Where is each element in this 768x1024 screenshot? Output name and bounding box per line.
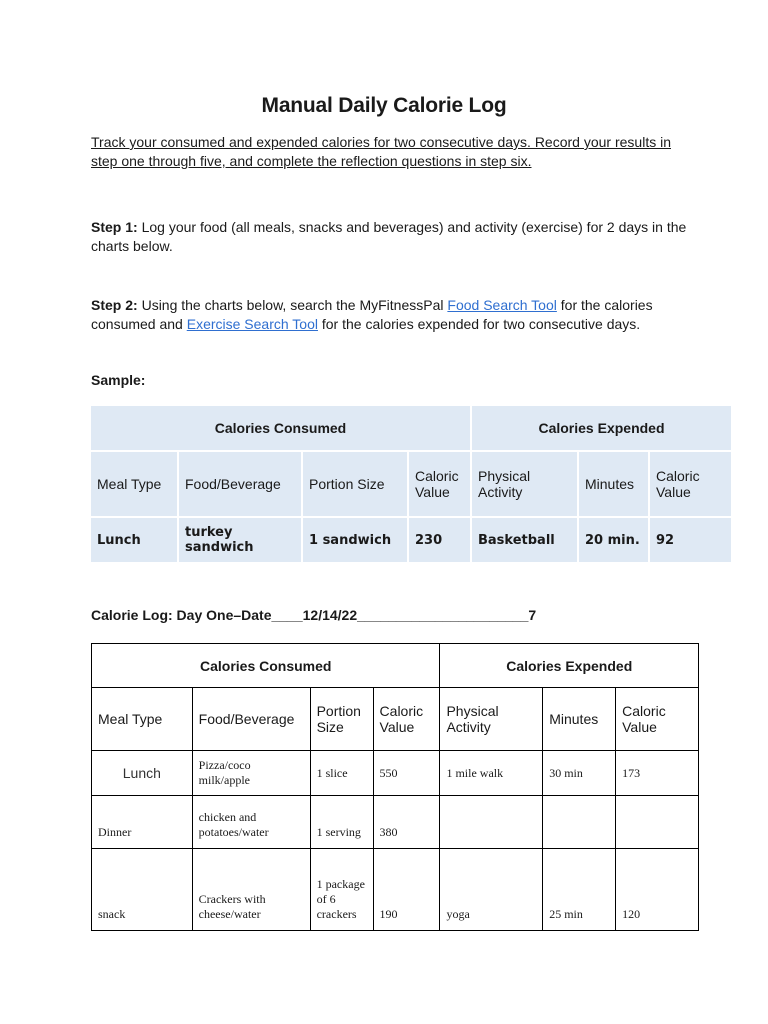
- food-search-tool-link[interactable]: Food Search Tool: [447, 297, 557, 313]
- exercise-search-tool-link[interactable]: Exercise Search Tool: [186, 316, 318, 332]
- day-one-cell: 1 mile walk: [440, 751, 543, 796]
- day-one-cell: Dinner: [92, 796, 193, 849]
- day-one-cell: snack: [92, 849, 193, 931]
- day-one-cell: 1 slice: [310, 751, 373, 796]
- step-2: [91, 296, 691, 334]
- day-one-expended-header: Calories Expended: [440, 644, 699, 688]
- day-one-table: [91, 643, 699, 931]
- step-2-text-c: for the calories expended for two consecutive days.: [317, 316, 641, 332]
- table-row: [92, 751, 699, 796]
- table-row: [92, 796, 699, 849]
- sample-col-activity: Physical Activity: [471, 451, 578, 517]
- sample-col-meal-type: Meal Type: [91, 451, 178, 517]
- day-one-cell: 173: [616, 751, 699, 796]
- step-2-text-b: for the calories consumed and: [91, 297, 653, 332]
- day-one-cell: 25 min: [543, 849, 616, 931]
- day-one-cell: Lunch: [92, 751, 193, 796]
- day-one-col-portion: Portion Size: [310, 688, 373, 751]
- sample-col-minutes: Minutes: [578, 451, 649, 517]
- day-one-col-caloric-value: Caloric Value: [373, 688, 440, 751]
- day-one-cell: 1 serving: [310, 796, 373, 849]
- day-one-cell: 1 package of 6 crackers: [310, 849, 373, 931]
- sample-cell: Basketball: [471, 517, 578, 562]
- sample-cell: 92: [649, 517, 731, 562]
- day-one-cell: [543, 796, 616, 849]
- sample-cell: turkey sandwich: [178, 517, 302, 562]
- day-one-cell: [616, 796, 699, 849]
- day-one-col-caloric-value-2: Caloric Value: [616, 688, 699, 751]
- sample-consumed-header: Calories Consumed: [91, 406, 471, 451]
- day-one-cell: yoga: [440, 849, 543, 931]
- day-one-cell: Crackers with cheese/water: [192, 849, 310, 931]
- day-one-cell: 550: [373, 751, 440, 796]
- sample-cell: 1 sandwich: [302, 517, 408, 562]
- day-one-consumed-header: Calories Consumed: [92, 644, 440, 688]
- sample-col-portion: Portion Size: [302, 451, 408, 517]
- day-one-col-activity: Physical Activity: [440, 688, 543, 751]
- table-row: [92, 849, 699, 931]
- sample-col-caloric-value: Caloric Value: [408, 451, 471, 517]
- sample-cell: 230: [408, 517, 471, 562]
- step-1-text: Log your food (all meals, snacks and beverages) and activity (exercise) for 2 days in the charts below.: [91, 219, 687, 254]
- sample-expended-header: Calories Expended: [471, 406, 731, 451]
- sample-table: [91, 406, 731, 562]
- day-one-cell: chicken and potatoes/water: [192, 796, 310, 849]
- sample-label: Sample:: [91, 372, 146, 388]
- day-one-cell: 190: [373, 849, 440, 931]
- day-one-cell: 30 min: [543, 751, 616, 796]
- day-one-col-food: Food/Beverage: [192, 688, 310, 751]
- step-1-label: Step 1:: [91, 219, 138, 235]
- sample-col-food: Food/Beverage: [178, 451, 302, 517]
- day-one-cell: 380: [373, 796, 440, 849]
- step-2-label: Step 2:: [91, 297, 138, 313]
- step-2-text-a: Using the charts below, search the MyFitnessPal: [137, 297, 448, 313]
- day-one-label: Calorie Log: Day One–Date____12/14/22______________________7: [91, 607, 537, 623]
- sample-col-caloric-value-2: Caloric Value: [649, 451, 731, 517]
- page-title: Manual Daily Calorie Log: [261, 94, 507, 117]
- step-1: [91, 218, 691, 256]
- day-one-col-minutes: Minutes: [543, 688, 616, 751]
- sample-cell: Lunch: [91, 517, 178, 562]
- intro-text: Track your consumed and expended calories for two consecutive days. Record your results in step one through five, and complete the reflection questions in step six.: [91, 134, 671, 169]
- day-one-col-meal-type: Meal Type: [92, 688, 193, 751]
- sample-cell: 20 min.: [578, 517, 649, 562]
- day-one-cell: 120: [616, 849, 699, 931]
- day-one-cell: Pizza/coco milk/apple: [192, 751, 310, 796]
- table-row: [91, 517, 731, 562]
- day-one-cell: [440, 796, 543, 849]
